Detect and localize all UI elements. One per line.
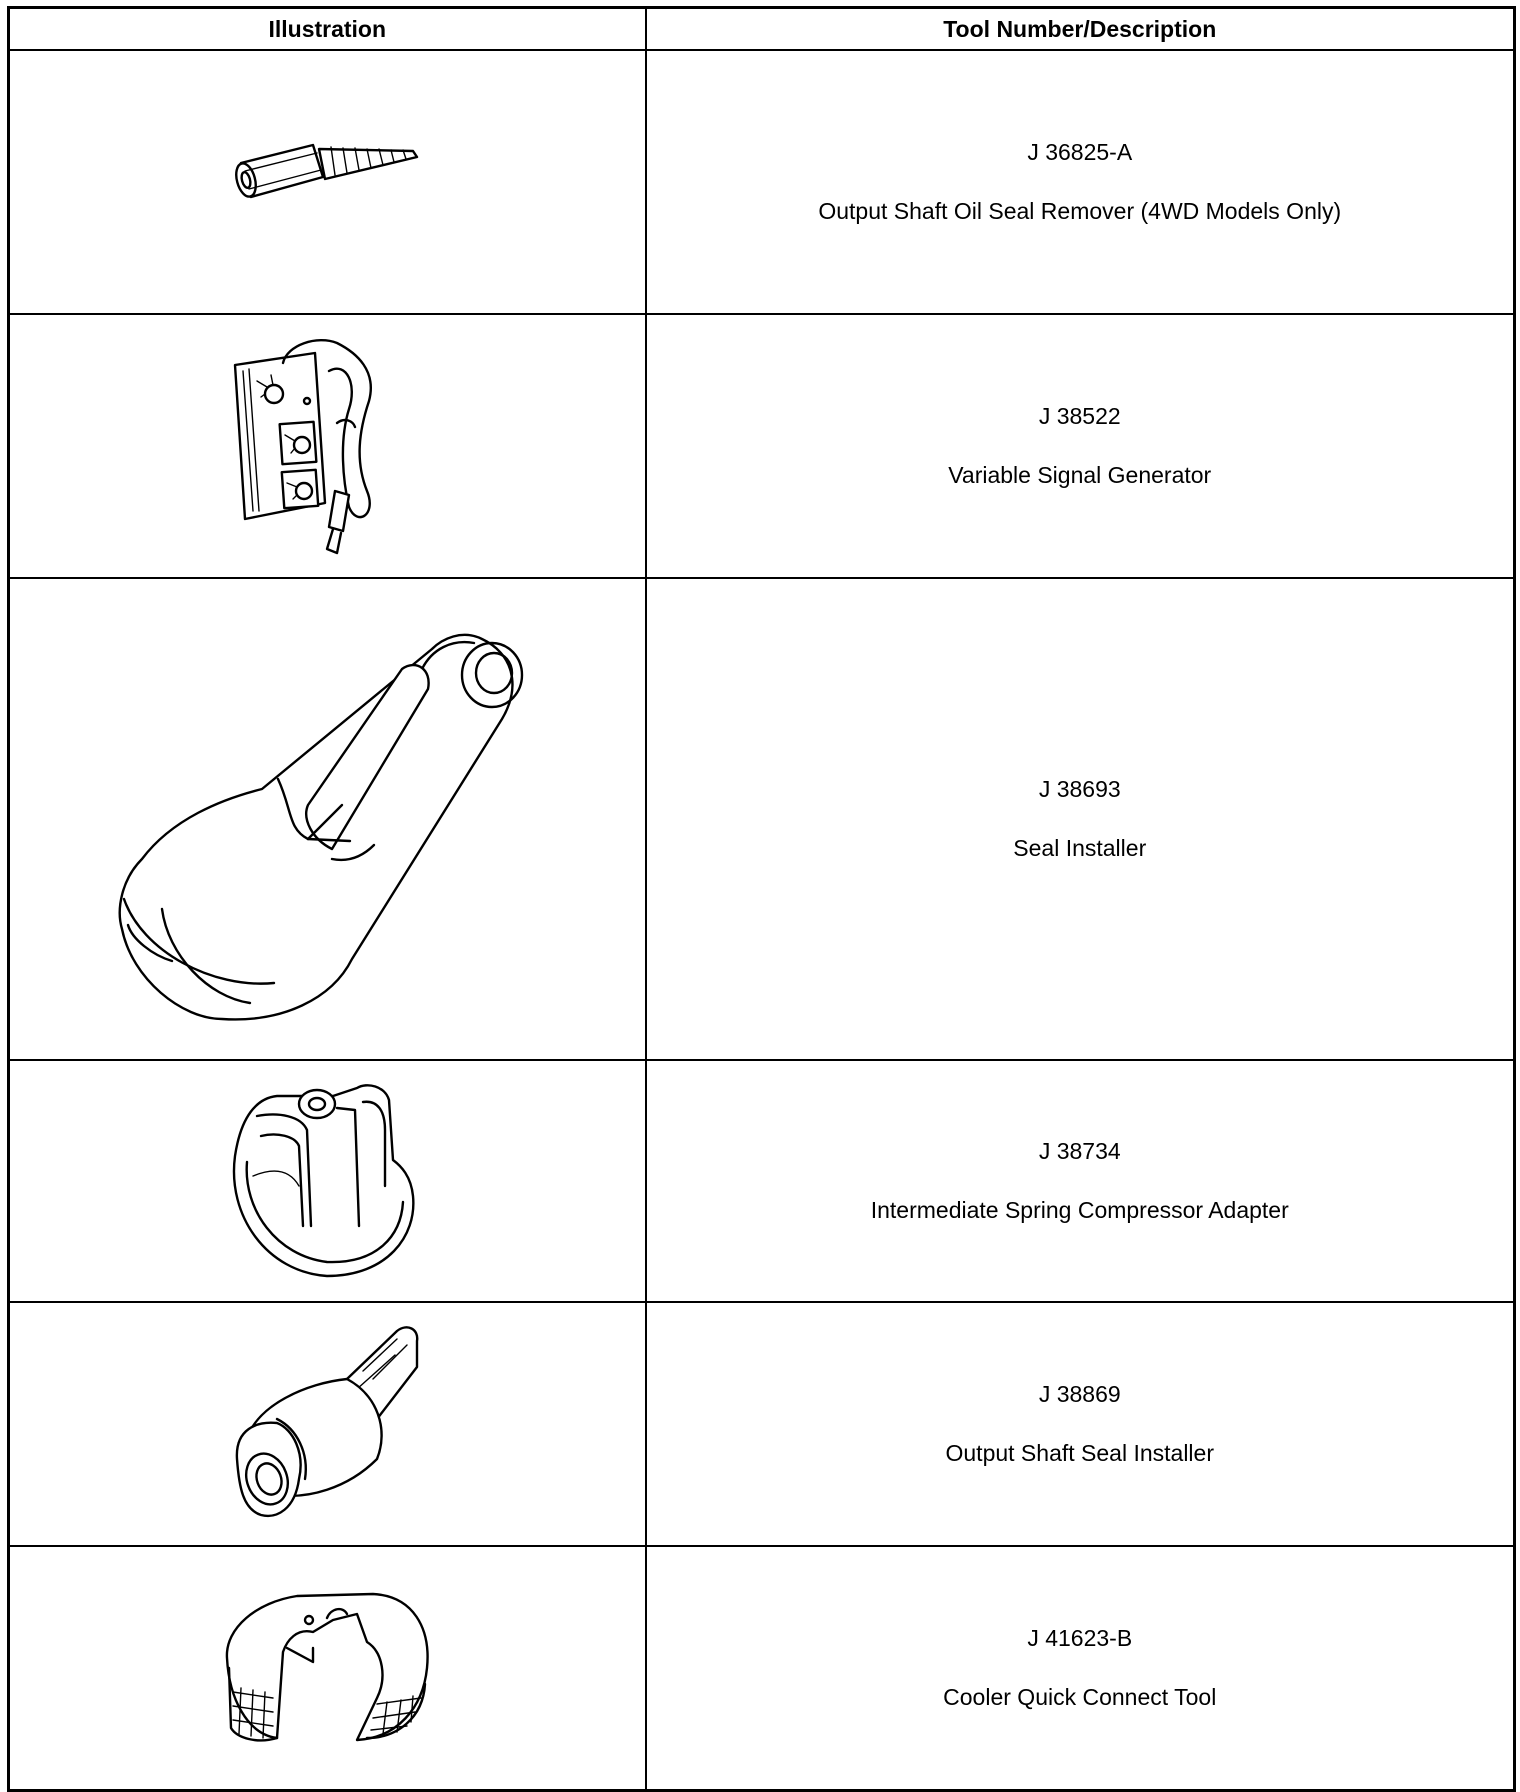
description-cell — [646, 1546, 1515, 1790]
illustration-cell — [9, 1546, 646, 1790]
tool-number: J 38734 — [1038, 1138, 1121, 1164]
illustration-cell — [9, 1060, 646, 1302]
cooler-quick-connect-tool-icon — [217, 1588, 437, 1748]
header-illustration: Illustration — [9, 8, 646, 51]
description-cell — [646, 1060, 1515, 1302]
description-cell — [646, 314, 1515, 578]
tool-number: J 38522 — [1038, 403, 1121, 429]
tool-description: Variable Signal Generator — [948, 462, 1212, 488]
illustration-cell — [9, 578, 646, 1060]
tool-description: Intermediate Spring Compressor Adapter — [870, 1197, 1289, 1223]
description-cell — [646, 1302, 1515, 1546]
header-row — [9, 8, 1515, 51]
illustration-cell — [9, 1302, 646, 1546]
header-description: Tool Number/Description — [646, 8, 1515, 51]
description-cell — [646, 578, 1515, 1060]
tool-description: Output Shaft Oil Seal Remover (4WD Models Only) — [818, 198, 1342, 224]
tool-description: Seal Installer — [1013, 835, 1147, 861]
illustration-cell — [9, 50, 646, 314]
spring-compressor-adapter-icon — [217, 1076, 437, 1286]
output-shaft-seal-installer-icon — [227, 1319, 427, 1529]
tool-number: J 36825-A — [1027, 139, 1133, 165]
table-row — [9, 1546, 1515, 1790]
seal-installer-icon — [102, 599, 552, 1039]
table-row — [9, 314, 1515, 578]
tool-number: J 41623-B — [1027, 1624, 1133, 1651]
illustration-cell — [9, 314, 646, 578]
table-row — [9, 578, 1515, 1060]
tool-description: Output Shaft Seal Installer — [945, 1440, 1214, 1466]
tool-table — [7, 6, 1516, 1792]
table-row — [9, 1302, 1515, 1546]
tool-number: J 38869 — [1038, 1381, 1121, 1407]
table-row — [9, 50, 1515, 314]
table-row — [9, 1060, 1515, 1302]
seal-remover-icon — [227, 137, 427, 227]
tool-number: J 38693 — [1038, 776, 1121, 802]
description-cell — [646, 50, 1515, 314]
tool-description: Cooler Quick Connect Tool — [943, 1683, 1217, 1710]
signal-generator-icon — [227, 331, 427, 561]
